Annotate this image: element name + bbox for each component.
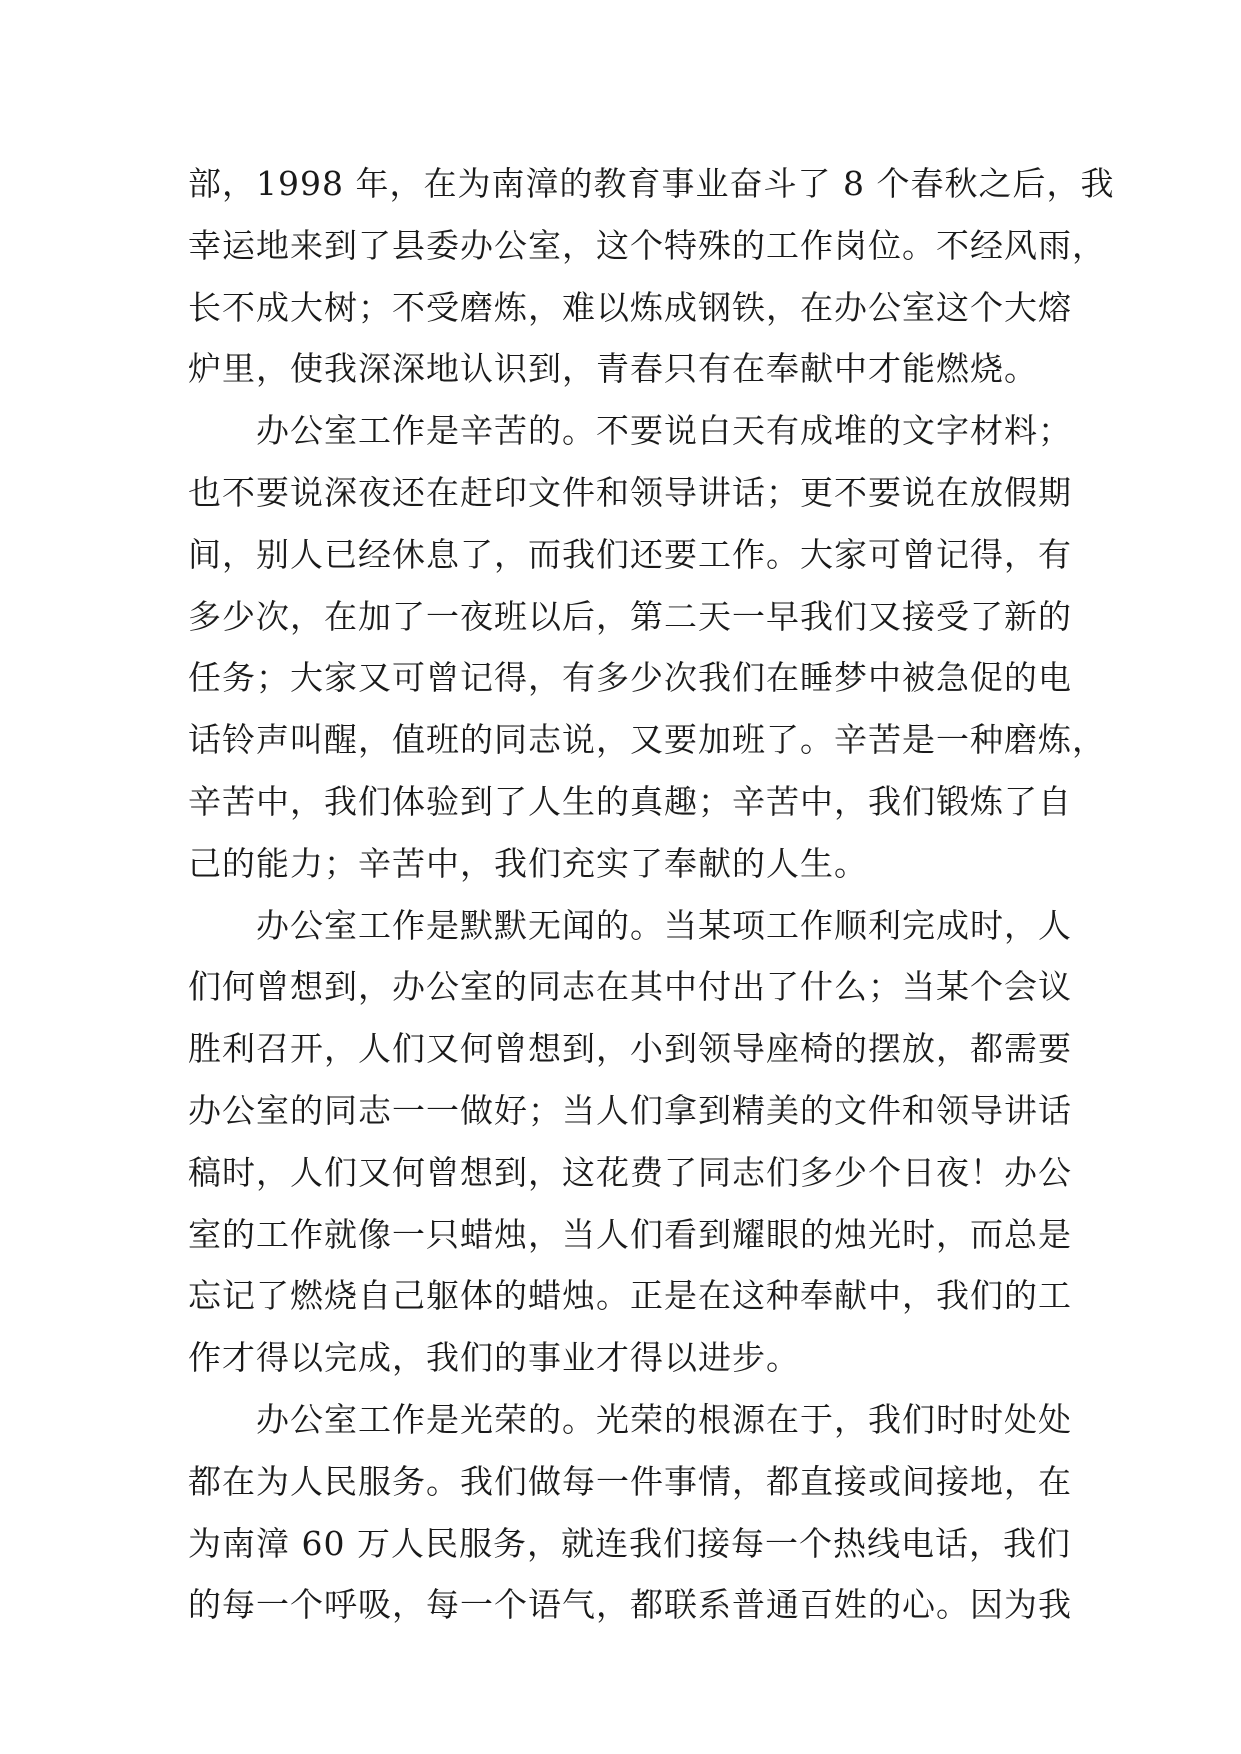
- text-line: 稿时，人们又何曾想到，这花费了同志们多少个日夜！办公: [188, 1152, 1072, 1192]
- text-line: 多少次，在加了一夜班以后，第二天一早我们又接受了新的: [188, 596, 1072, 636]
- text-line: 胜利召开，人们又何曾想到，小到领导座椅的摆放，都需要: [188, 1029, 1072, 1069]
- text-line: 为南漳 60 万人民服务，就连我们接每一个热线电话，我们: [188, 1523, 1071, 1563]
- text-line: 间，别人已经休息了，而我们还要工作。大家可曾记得，有: [188, 534, 1072, 574]
- text-line: 任务；大家又可曾记得，有多少次我们在睡梦中被急促的电: [188, 658, 1072, 698]
- text-line: 己的能力；辛苦中，我们充实了奉献的人生。: [188, 843, 868, 883]
- text-line: 都在为人民服务。我们做每一件事情，都直接或间接地，在: [188, 1461, 1072, 1501]
- text-line: 的每一个呼吸，每一个语气，都联系普通百姓的心。因为我: [188, 1585, 1072, 1625]
- text-line: 们何曾想到，办公室的同志在其中付出了什么；当某个会议: [188, 967, 1072, 1007]
- text-line: 办公室的同志一一做好；当人们拿到精美的文件和领导讲话: [188, 1090, 1072, 1130]
- text-line: 炉里，使我深深地认识到，青春只有在奉献中才能燃烧。: [188, 349, 1038, 389]
- text-line: 作才得以完成，我们的事业才得以进步。: [188, 1338, 800, 1378]
- text-line: 室的工作就像一只蜡烛，当人们看到耀眼的烛光时，而总是: [188, 1214, 1072, 1254]
- text-line: 办公室工作是辛苦的。不要说白天有成堆的文字材料；: [256, 411, 1072, 451]
- text-line: 办公室工作是光荣的。光荣的根源在于，我们时时处处: [256, 1399, 1072, 1439]
- text-line: 也不要说深夜还在赶印文件和领导讲话；更不要说在放假期: [188, 472, 1072, 512]
- text-line: 长不成大树；不受磨炼，难以炼成钢铁，在办公室这个大熔: [188, 287, 1072, 327]
- text-line: 辛苦中，我们体验到了人生的真趣；辛苦中，我们锻炼了自: [188, 781, 1072, 821]
- text-line: 话铃声叫醒，值班的同志说，又要加班了。辛苦是一种磨炼，: [188, 720, 1106, 760]
- document-body: [188, 163, 1115, 1646]
- text-line: 部，1998 年，在为南漳的教育事业奋斗了 8 个春秋之后，我: [188, 164, 1115, 203]
- text-line: 忘记了燃烧自己躯体的蜡烛。正是在这种奉献中，我们的工: [188, 1276, 1072, 1316]
- text-line: 办公室工作是默默无闻的。当某项工作顺利完成时，人: [256, 905, 1072, 945]
- text-line: 幸运地来到了县委办公室，这个特殊的工作岗位。不经风雨，: [188, 225, 1106, 265]
